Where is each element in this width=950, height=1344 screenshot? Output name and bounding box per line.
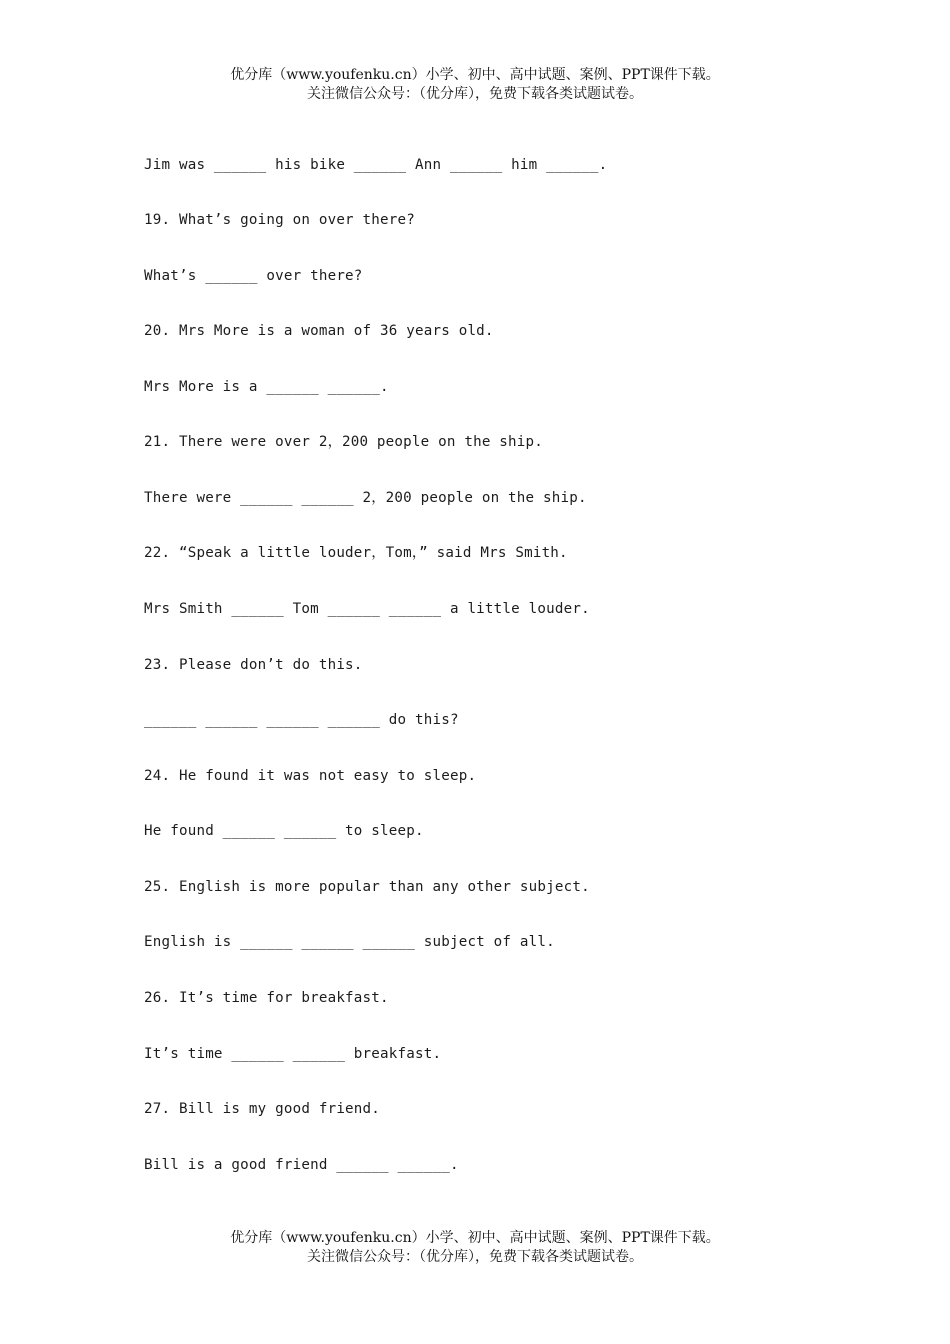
answer-line: Jim was ______ his bike ______ Ann ______ him ______. <box>144 157 608 173</box>
answer-line-19: What’s ______ over there? <box>144 268 363 284</box>
question-27: 27. Bill is my good friend. <box>144 1101 381 1117</box>
footer-line-2: 关注微信公众号：（优分库），免费下载各类试题试卷。 <box>307 1249 643 1265</box>
answer-line-25: English is ______ ______ ______ subject of all. <box>144 934 555 950</box>
footer-line-1: 优分库（www.youfenku.cn）小学、初中、高中试题、案例、PPT课件下载。 <box>230 1230 720 1246</box>
question-26: 26. It’s time for breakfast. <box>144 990 389 1006</box>
question-19: 19. What’s going on over there? <box>144 212 415 228</box>
answer-line-24: He found ______ ______ to sleep. <box>144 823 424 839</box>
question-20: 20. Mrs More is a woman of 36 years old. <box>144 323 494 339</box>
question-22: 22. “Speak a little louder，Tom，” said Mrs Smith. <box>144 545 568 561</box>
answer-line-21: There were ______ ______ 2，200 people on the ship. <box>144 490 587 506</box>
question-24: 24. He found it was not easy to sleep. <box>144 768 477 784</box>
question-21: 21. There were over 2，200 people on the ship. <box>144 434 544 450</box>
header-line-2: 关注微信公众号：（优分库），免费下载各类试题试卷。 <box>307 86 643 102</box>
header-line-1: 优分库（www.youfenku.cn）小学、初中、高中试题、案例、PPT课件下载。 <box>230 67 720 83</box>
answer-line-23: ______ ______ ______ ______ do this? <box>144 712 459 728</box>
question-23: 23. Please don’t do this. <box>144 657 363 673</box>
question-25: 25. English is more popular than any other subject. <box>144 879 590 895</box>
answer-line-22: Mrs Smith ______ Tom ______ ______ a little louder. <box>144 601 590 617</box>
answer-line-20: Mrs More is a ______ ______. <box>144 379 389 395</box>
answer-line-27: Bill is a good friend ______ ______. <box>144 1157 459 1173</box>
answer-line-26: It’s time ______ ______ breakfast. <box>144 1046 442 1062</box>
page-header <box>0 66 950 104</box>
page-footer <box>0 1229 950 1267</box>
